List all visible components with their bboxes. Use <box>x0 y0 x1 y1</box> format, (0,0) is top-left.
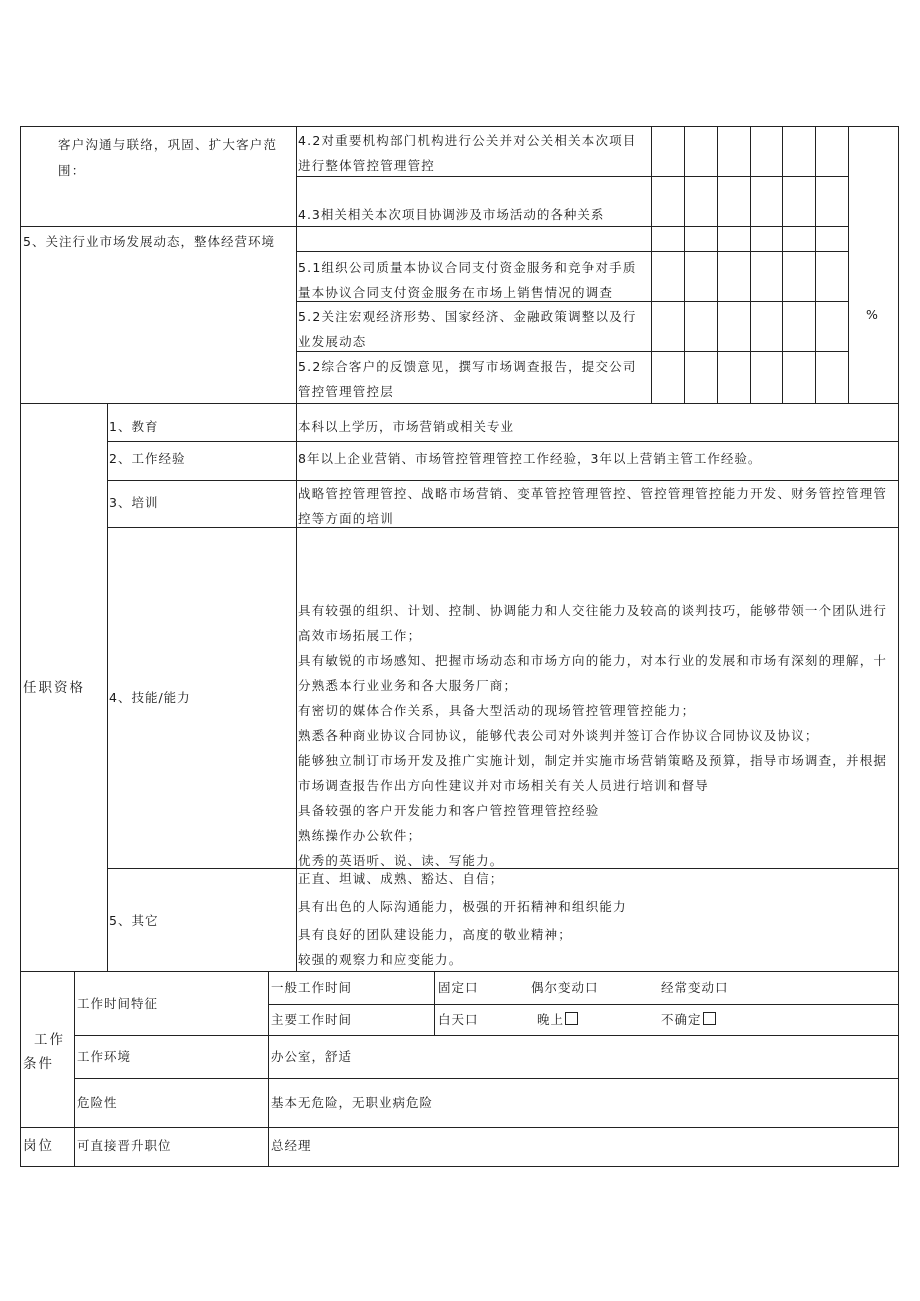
skills-line: 能够独立制订市场开发及推广实施计划，制定并实施市场营销策略及预算，指导市场调查，并根据市场调查报告作出方向性建议并对市场相关有关人员进行培训和督导 <box>298 753 888 793</box>
other-list <box>298 866 896 972</box>
other-label: 5、其它 <box>109 913 159 928</box>
other-line: 较强的观察力和应变能力。 <box>298 952 463 967</box>
general-option-fixed: 固定口 <box>438 980 479 995</box>
main-time-label: 主要工作时间 <box>271 1012 353 1027</box>
skills-line: 具有较强的组织、计划、控制、协调能力和人交往能力及较高的谈判技巧，能够带领一个团队进行高效市场拓展工作； <box>298 603 888 643</box>
education-value: 本科以上学历，市场营销或相关专业 <box>298 419 515 434</box>
skills-line: 具备较强的客户开发能力和客户管控管理管控经验 <box>298 803 600 818</box>
percent-sign: % <box>866 307 879 322</box>
other-line: 具有良好的团队建设能力，高度的敬业精神； <box>298 927 573 942</box>
skills-line: 优秀的英语听、说、读、写能力。 <box>298 853 504 868</box>
qualifications-title: 任职资格 <box>23 680 85 696</box>
time-feature-label: 工作时间特征 <box>77 996 159 1011</box>
training-value: 战略管控管理管控、战略市场营销、变革管控管理管控、管控管理管控能力开发、财务管控管理管控等方面的培训 <box>298 486 888 526</box>
promotion-value: 总经理 <box>271 1138 312 1153</box>
general-option-occasional: 偶尔变动口 <box>531 980 599 995</box>
other-line: 正直、坦诚、成熟、豁达、自信； <box>298 871 504 886</box>
checkbox-icon <box>703 1012 716 1025</box>
general-time-label: 一般工作时间 <box>271 980 353 995</box>
checkbox-icon <box>565 1012 578 1025</box>
conditions-title-line1: 工作 <box>34 1032 65 1048</box>
item-5-2a: 5.2关注宏观经济形势、国家经济、金融政策调整以及行业发展动态 <box>298 309 637 349</box>
training-label: 3、培训 <box>109 495 159 510</box>
skills-line: 有密切的媒体合作关系，具备大型活动的现场管控管理管控能力； <box>298 703 696 718</box>
experience-label: 2、工作经验 <box>109 451 186 466</box>
skills-list <box>298 598 896 873</box>
main-option-night: 晚上 <box>537 1012 565 1027</box>
skills-label: 4、技能/能力 <box>109 690 191 705</box>
danger-label: 危险性 <box>77 1095 118 1110</box>
item-4-2 <box>298 128 650 178</box>
danger-value: 基本无危险，无职业病危险 <box>271 1095 434 1110</box>
main-option-uncertain-wrap <box>661 1008 716 1032</box>
conditions-title-line2: 条件 <box>23 1056 54 1072</box>
section4-left-label: 客户沟通与联络，巩固、扩大客户范围： <box>58 137 278 178</box>
skills-line: 熟悉各种商业协议合同协议，能够代表公司对外谈判并签订合作协议合同协议及协议； <box>298 728 819 743</box>
item-5-1: 5.1组织公司质量本协议合同支付资金服务和竞争对手质量本协议合同支付资金服务在市场上销售情况的调查 <box>298 260 637 300</box>
general-option-frequent: 经常变动口 <box>661 980 729 995</box>
item-4-3: 4.3相关相关本次项目协调涉及市场活动的各种关系 <box>298 207 605 222</box>
skills-line: 熟练操作办公软件； <box>298 828 422 843</box>
main-option-uncertain: 不确定 <box>661 1012 702 1027</box>
promotion-label: 可直接晋升职位 <box>77 1138 172 1153</box>
experience-value: 8年以上企业营销、市场管控管理管控工作经验，3年以上营销主管工作经验。 <box>298 451 762 466</box>
environment-label: 工作环境 <box>77 1049 132 1064</box>
other-line: 具有出色的人际沟通能力，极强的开拓精神和组织能力 <box>298 899 627 914</box>
main-option-night-wrap <box>537 1008 578 1032</box>
section5-left-label: 5、关注行业市场发展动态，整体经营环境 <box>23 234 275 249</box>
item-5-2b: 5.2综合客户的反馈意见，撰写市场调查报告，提交公司管控管理管控层 <box>298 359 637 399</box>
position-title: 岗位 <box>23 1138 54 1154</box>
skills-line: 具有敏锐的市场感知、把握市场动态和市场方向的能力，对本行业的发展和市场有深刻的理解，十分熟悉本行业业务和各大服务厂商； <box>298 653 888 693</box>
environment-value: 办公室，舒适 <box>271 1049 353 1064</box>
main-option-day: 白天口 <box>438 1012 479 1027</box>
item-4-2-text: 4.2对重要机构部门机构进行公关并对公关相关本次项目进行整体管控管理管控 <box>298 133 637 173</box>
education-label: 1、教育 <box>109 419 159 434</box>
